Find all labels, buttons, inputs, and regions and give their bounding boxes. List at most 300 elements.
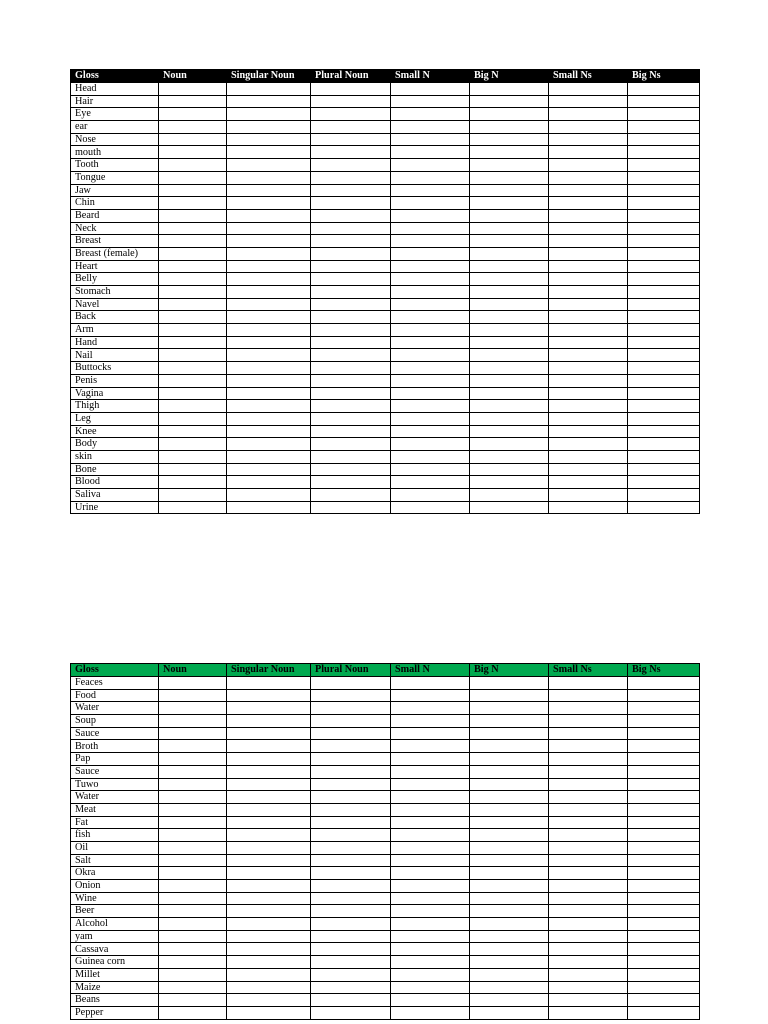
empty-cell	[311, 677, 391, 690]
empty-cell	[470, 476, 549, 489]
table-row	[71, 336, 700, 349]
empty-cell	[311, 918, 391, 931]
table-row	[71, 121, 700, 134]
empty-cell	[549, 968, 628, 981]
empty-cell	[311, 981, 391, 994]
empty-cell	[549, 867, 628, 880]
empty-cell	[159, 298, 227, 311]
empty-cell	[628, 905, 700, 918]
gloss-cell: Arm	[71, 324, 159, 337]
empty-cell	[227, 311, 311, 324]
empty-cell	[391, 298, 470, 311]
empty-cell	[391, 324, 470, 337]
empty-cell	[227, 501, 311, 514]
empty-cell	[159, 854, 227, 867]
empty-cell	[311, 841, 391, 854]
table-row	[71, 702, 700, 715]
empty-cell	[227, 209, 311, 222]
empty-cell	[628, 829, 700, 842]
empty-cell	[159, 1006, 227, 1019]
empty-cell	[227, 222, 311, 235]
empty-cell	[391, 184, 470, 197]
empty-cell	[159, 740, 227, 753]
table-row	[71, 209, 700, 222]
empty-cell	[159, 841, 227, 854]
empty-cell	[549, 854, 628, 867]
empty-cell	[549, 438, 628, 451]
empty-cell	[549, 197, 628, 210]
empty-cell	[391, 956, 470, 969]
empty-cell	[470, 387, 549, 400]
empty-cell	[227, 349, 311, 362]
empty-cell	[549, 501, 628, 514]
empty-cell	[628, 981, 700, 994]
empty-cell	[628, 324, 700, 337]
table-row	[71, 715, 700, 728]
empty-cell	[628, 108, 700, 121]
empty-cell	[159, 425, 227, 438]
empty-cell	[311, 108, 391, 121]
gloss-cell: yam	[71, 930, 159, 943]
empty-cell	[159, 715, 227, 728]
empty-cell	[628, 841, 700, 854]
empty-cell	[470, 450, 549, 463]
empty-cell	[227, 489, 311, 502]
table-row	[71, 463, 700, 476]
empty-cell	[159, 349, 227, 362]
gloss-cell: Meat	[71, 803, 159, 816]
gloss-cell: Body	[71, 438, 159, 451]
empty-cell	[159, 108, 227, 121]
empty-cell	[549, 753, 628, 766]
empty-cell	[628, 260, 700, 273]
gloss-cell: Breast (female)	[71, 247, 159, 260]
empty-cell	[159, 905, 227, 918]
empty-cell	[227, 867, 311, 880]
gloss-cell: Salt	[71, 854, 159, 867]
empty-cell	[628, 1006, 700, 1019]
empty-cell	[391, 95, 470, 108]
empty-cell	[391, 387, 470, 400]
empty-cell	[227, 727, 311, 740]
empty-cell	[628, 956, 700, 969]
header-row	[71, 70, 700, 83]
empty-cell	[549, 715, 628, 728]
column-header: Small N	[391, 664, 470, 677]
empty-cell	[549, 425, 628, 438]
empty-cell	[391, 702, 470, 715]
table-row	[71, 892, 700, 905]
empty-cell	[159, 235, 227, 248]
empty-cell	[549, 222, 628, 235]
empty-cell	[628, 83, 700, 96]
empty-cell	[470, 247, 549, 260]
empty-cell	[159, 146, 227, 159]
empty-cell	[628, 968, 700, 981]
empty-cell	[311, 133, 391, 146]
empty-cell	[311, 298, 391, 311]
empty-cell	[227, 324, 311, 337]
empty-cell	[311, 765, 391, 778]
empty-cell	[227, 968, 311, 981]
gloss-cell: Water	[71, 702, 159, 715]
empty-cell	[227, 298, 311, 311]
empty-cell	[391, 222, 470, 235]
gloss-cell: Alcohol	[71, 918, 159, 931]
table-row	[71, 880, 700, 893]
empty-cell	[628, 400, 700, 413]
gloss-cell: ear	[71, 121, 159, 134]
empty-cell	[391, 197, 470, 210]
empty-cell	[628, 702, 700, 715]
empty-cell	[227, 108, 311, 121]
table-row	[71, 260, 700, 273]
empty-cell	[311, 171, 391, 184]
empty-cell	[628, 286, 700, 299]
empty-cell	[549, 829, 628, 842]
empty-cell	[227, 476, 311, 489]
table-row	[71, 108, 700, 121]
empty-cell	[159, 133, 227, 146]
empty-cell	[470, 209, 549, 222]
gloss-cell: Soup	[71, 715, 159, 728]
empty-cell	[391, 854, 470, 867]
empty-cell	[391, 677, 470, 690]
empty-cell	[549, 689, 628, 702]
gloss-cell: Broth	[71, 740, 159, 753]
empty-cell	[227, 184, 311, 197]
table-row	[71, 184, 700, 197]
empty-cell	[159, 765, 227, 778]
empty-cell	[227, 994, 311, 1007]
empty-cell	[311, 222, 391, 235]
empty-cell	[227, 121, 311, 134]
empty-cell	[549, 336, 628, 349]
empty-cell	[311, 740, 391, 753]
empty-cell	[628, 740, 700, 753]
column-header: Small Ns	[549, 70, 628, 83]
table-row	[71, 740, 700, 753]
table-row	[71, 362, 700, 375]
empty-cell	[159, 400, 227, 413]
column-header: Plural Noun	[311, 664, 391, 677]
gloss-cell: Sauce	[71, 727, 159, 740]
empty-cell	[549, 892, 628, 905]
table-row	[71, 778, 700, 791]
empty-cell	[159, 171, 227, 184]
empty-cell	[311, 197, 391, 210]
empty-cell	[391, 968, 470, 981]
table-row	[71, 450, 700, 463]
body-parts-table	[70, 69, 700, 514]
empty-cell	[628, 374, 700, 387]
gloss-cell: Onion	[71, 880, 159, 893]
empty-cell	[549, 994, 628, 1007]
empty-cell	[227, 374, 311, 387]
empty-cell	[391, 336, 470, 349]
empty-cell	[227, 753, 311, 766]
empty-cell	[391, 981, 470, 994]
empty-cell	[391, 260, 470, 273]
empty-cell	[628, 450, 700, 463]
empty-cell	[628, 753, 700, 766]
empty-cell	[227, 171, 311, 184]
empty-cell	[549, 943, 628, 956]
empty-cell	[311, 336, 391, 349]
empty-cell	[159, 209, 227, 222]
empty-cell	[470, 981, 549, 994]
empty-cell	[311, 374, 391, 387]
table-row	[71, 235, 700, 248]
empty-cell	[159, 791, 227, 804]
empty-cell	[227, 880, 311, 893]
gloss-cell: Cassava	[71, 943, 159, 956]
empty-cell	[311, 146, 391, 159]
empty-cell	[227, 336, 311, 349]
empty-cell	[549, 450, 628, 463]
empty-cell	[227, 892, 311, 905]
column-header: Singular Noun	[227, 70, 311, 83]
empty-cell	[628, 854, 700, 867]
column-header: Gloss	[71, 664, 159, 677]
empty-cell	[470, 994, 549, 1007]
empty-cell	[549, 324, 628, 337]
empty-cell	[227, 740, 311, 753]
column-header: Big Ns	[628, 70, 700, 83]
table-body	[71, 677, 700, 1020]
empty-cell	[628, 892, 700, 905]
empty-cell	[311, 489, 391, 502]
gloss-cell: Guinea corn	[71, 956, 159, 969]
empty-cell	[159, 336, 227, 349]
gloss-cell: Knee	[71, 425, 159, 438]
empty-cell	[549, 740, 628, 753]
gloss-cell: Saliva	[71, 489, 159, 502]
gloss-cell: Pap	[71, 753, 159, 766]
empty-cell	[470, 463, 549, 476]
empty-cell	[549, 273, 628, 286]
empty-cell	[311, 829, 391, 842]
gloss-cell: Water	[71, 791, 159, 804]
empty-cell	[391, 247, 470, 260]
empty-cell	[470, 943, 549, 956]
empty-cell	[159, 476, 227, 489]
empty-cell	[470, 841, 549, 854]
empty-cell	[311, 930, 391, 943]
empty-cell	[311, 349, 391, 362]
empty-cell	[628, 362, 700, 375]
empty-cell	[549, 146, 628, 159]
empty-cell	[628, 95, 700, 108]
gloss-cell: skin	[71, 450, 159, 463]
empty-cell	[311, 905, 391, 918]
empty-cell	[227, 829, 311, 842]
gloss-cell: Navel	[71, 298, 159, 311]
empty-cell	[549, 702, 628, 715]
gloss-cell: Buttocks	[71, 362, 159, 375]
table-row	[71, 854, 700, 867]
empty-cell	[159, 702, 227, 715]
empty-cell	[549, 298, 628, 311]
empty-cell	[391, 727, 470, 740]
empty-cell	[391, 803, 470, 816]
empty-cell	[549, 765, 628, 778]
empty-cell	[311, 778, 391, 791]
empty-cell	[391, 753, 470, 766]
gloss-cell: Blood	[71, 476, 159, 489]
empty-cell	[470, 108, 549, 121]
empty-cell	[470, 727, 549, 740]
empty-cell	[470, 880, 549, 893]
table-row	[71, 727, 700, 740]
table-row	[71, 765, 700, 778]
empty-cell	[227, 854, 311, 867]
empty-cell	[628, 943, 700, 956]
empty-cell	[391, 209, 470, 222]
empty-cell	[391, 412, 470, 425]
table-row	[71, 930, 700, 943]
empty-cell	[470, 146, 549, 159]
empty-cell	[159, 918, 227, 931]
empty-cell	[391, 689, 470, 702]
empty-cell	[470, 867, 549, 880]
empty-cell	[470, 1006, 549, 1019]
empty-cell	[159, 816, 227, 829]
empty-cell	[470, 311, 549, 324]
empty-cell	[311, 727, 391, 740]
table-row	[71, 841, 700, 854]
empty-cell	[159, 753, 227, 766]
empty-cell	[549, 981, 628, 994]
empty-cell	[391, 880, 470, 893]
empty-cell	[159, 677, 227, 690]
gloss-cell: Wine	[71, 892, 159, 905]
empty-cell	[628, 273, 700, 286]
empty-cell	[549, 247, 628, 260]
empty-cell	[549, 816, 628, 829]
empty-cell	[470, 854, 549, 867]
empty-cell	[628, 349, 700, 362]
empty-cell	[549, 374, 628, 387]
empty-cell	[159, 930, 227, 943]
empty-cell	[549, 905, 628, 918]
empty-cell	[470, 298, 549, 311]
table-row	[71, 501, 700, 514]
empty-cell	[549, 803, 628, 816]
empty-cell	[628, 918, 700, 931]
empty-cell	[227, 362, 311, 375]
empty-cell	[159, 829, 227, 842]
gloss-cell: Tooth	[71, 159, 159, 172]
gloss-cell: Hair	[71, 95, 159, 108]
empty-cell	[470, 273, 549, 286]
empty-cell	[470, 905, 549, 918]
empty-cell	[311, 247, 391, 260]
empty-cell	[311, 425, 391, 438]
empty-cell	[311, 476, 391, 489]
empty-cell	[159, 286, 227, 299]
empty-cell	[470, 83, 549, 96]
empty-cell	[470, 184, 549, 197]
empty-cell	[227, 425, 311, 438]
empty-cell	[227, 981, 311, 994]
empty-cell	[227, 412, 311, 425]
gloss-cell: Beer	[71, 905, 159, 918]
empty-cell	[311, 273, 391, 286]
empty-cell	[227, 765, 311, 778]
empty-cell	[391, 994, 470, 1007]
empty-cell	[391, 905, 470, 918]
empty-cell	[628, 489, 700, 502]
empty-cell	[159, 943, 227, 956]
empty-cell	[391, 816, 470, 829]
empty-cell	[470, 121, 549, 134]
gloss-cell: Stomach	[71, 286, 159, 299]
empty-cell	[470, 222, 549, 235]
empty-cell	[549, 918, 628, 931]
table-row	[71, 803, 700, 816]
empty-cell	[628, 247, 700, 260]
gloss-cell: Thigh	[71, 400, 159, 413]
gloss-cell: Leg	[71, 412, 159, 425]
empty-cell	[391, 362, 470, 375]
column-header: Big Ns	[628, 664, 700, 677]
empty-cell	[159, 95, 227, 108]
empty-cell	[549, 184, 628, 197]
empty-cell	[391, 740, 470, 753]
empty-cell	[628, 146, 700, 159]
empty-cell	[470, 197, 549, 210]
empty-cell	[311, 387, 391, 400]
empty-cell	[159, 867, 227, 880]
empty-cell	[311, 260, 391, 273]
empty-cell	[628, 209, 700, 222]
empty-cell	[628, 715, 700, 728]
gloss-cell: Pepper	[71, 1006, 159, 1019]
empty-cell	[628, 791, 700, 804]
gloss-cell: Vagina	[71, 387, 159, 400]
empty-cell	[227, 803, 311, 816]
empty-cell	[391, 450, 470, 463]
empty-cell	[628, 677, 700, 690]
table-row	[71, 273, 700, 286]
empty-cell	[227, 159, 311, 172]
empty-cell	[391, 311, 470, 324]
empty-cell	[628, 298, 700, 311]
gloss-cell: Eye	[71, 108, 159, 121]
empty-cell	[470, 438, 549, 451]
gloss-cell: Feaces	[71, 677, 159, 690]
gloss-cell: Hand	[71, 336, 159, 349]
empty-cell	[227, 956, 311, 969]
empty-cell	[391, 867, 470, 880]
table-row	[71, 905, 700, 918]
empty-cell	[159, 247, 227, 260]
gloss-cell: Fat	[71, 816, 159, 829]
empty-cell	[311, 121, 391, 134]
gloss-cell: Oil	[71, 841, 159, 854]
empty-cell	[159, 362, 227, 375]
empty-cell	[549, 171, 628, 184]
empty-cell	[311, 943, 391, 956]
empty-cell	[311, 867, 391, 880]
empty-cell	[628, 463, 700, 476]
empty-cell	[549, 476, 628, 489]
empty-cell	[628, 476, 700, 489]
gloss-cell: Belly	[71, 273, 159, 286]
gloss-cell: fish	[71, 829, 159, 842]
empty-cell	[391, 83, 470, 96]
